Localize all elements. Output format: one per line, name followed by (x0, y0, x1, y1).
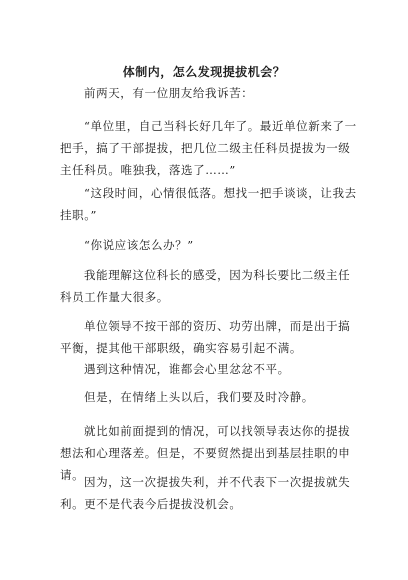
paragraph-6: 单位领导不按干部的资历、功劳出牌，而是出于搞平衡，提其他干部职级，确实容易引起不满。 (60, 319, 351, 355)
paragraph-2: “单位里，自己当科长好几年了。最近单位新来了一把手，搞了干部提拔，把几位二级主任科员提拔为一级主任科员。唯独我，落选了……” (60, 119, 357, 177)
paragraph-7: 遇到这种情况，谁都会心里忿忿不平。 (84, 362, 290, 376)
document-title: 体制内，怎么发现提拔机会？ (122, 65, 286, 79)
paragraph-4: “你说应该怎么办？” (84, 238, 194, 252)
paragraph-10: 因为，这一次提拔失利，并不代表下一次提拔就失利。更不是代表今后提拔没机会。 (60, 475, 351, 511)
paragraph-9: 就比如前面提到的情况，可以找领导表达你的提拔想法和心理落差。但是，不要贸然提出到基层挂职的申请。 (60, 424, 351, 482)
paragraph-8: 但是，在情绪上头以后，我们要及时冷静。 (84, 390, 314, 404)
paragraph-3: “这段时间，心情很低落。想找一把手谈谈，让我去挂职。” (60, 186, 357, 222)
paragraph-1: 前两天，有一位朋友给我诉苦： (84, 86, 254, 100)
paragraph-5: 我能理解这位科长的感受，因为科长要比二级主任科员工作量大很多。 (60, 268, 351, 304)
